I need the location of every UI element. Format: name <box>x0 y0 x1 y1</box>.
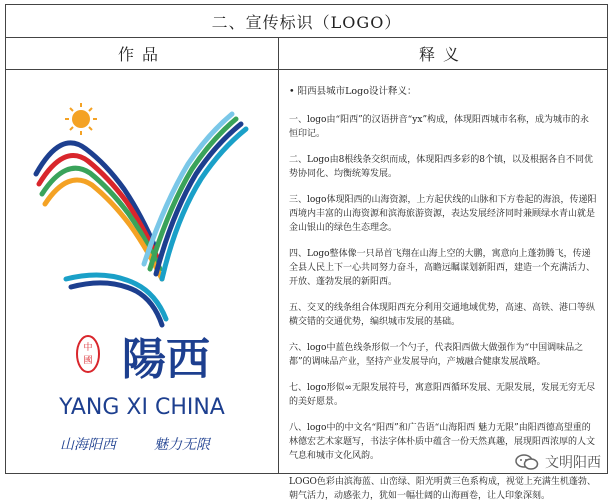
column-header-explanation: 释义 <box>418 44 467 64</box>
sun-icon <box>65 103 97 135</box>
document-title: 二、宣传标识（LOGO） <box>6 5 607 38</box>
explanation-intro: • 阳西县城市Logo设计释义： <box>289 86 417 97</box>
explanation-paragraph-1: 一、logo由“阳西”的汉语拼音“yx”构成，体现阳西城市名称，成为城市的永恒印记。 <box>289 115 590 139</box>
watermark-text: 文明阳西 <box>545 455 601 471</box>
explanation-paragraph-4: 四、Logo整体像一只昂首飞翔在山海上空的大鹏，寓意向上蓬勃腾飞，传递全县人民上下一心共同努力奋斗，高瞻远瞩谋划新阳西，建造一个充满活力、开放、蓬勃发展的新阳西。 <box>289 249 596 287</box>
seal-text-bottom: 國 <box>83 356 93 366</box>
explanation-paragraph-3: 三、logo体现阳西的山海资源，上方起伏线的山脉和下方卷起的海浪，传递阳西境内丰富的山海资源和滨海旅游资源，表达发展经济同时兼顾绿水青山就是金山银山的绿色生态理念。 <box>289 195 597 233</box>
explanation-cell <box>279 69 608 501</box>
logo-cell <box>6 69 279 473</box>
explanation-paragraph-5: 五、交叉的线条组合体现阳西充分利用交通地域优势，高速、高铁、港口等纵横交错的交通优势，编织城市发展的基础。 <box>289 303 596 327</box>
city-logo <box>6 69 278 473</box>
logo-slogan-right: 魅力无限 <box>154 437 210 453</box>
explanation-paragraph-7: 七、logo形似∞无限发展符号，寓意阳西循环发展、无限发展，发展无穷无尽的美好愿景。 <box>289 383 595 407</box>
seal-stamp <box>77 336 99 372</box>
table-header-row <box>6 37 607 70</box>
explanation-paragraph-2: 二、Logo由8根线条交织而成，体现阳西多彩的8个镇，以及根据各自不同优势协同化、均衡统筹发展。 <box>289 155 594 179</box>
mountain-lines <box>36 143 162 279</box>
logo-latin-text: YANG XI CHINA <box>59 395 225 420</box>
logo-slogan-left: 山海阳西 <box>60 437 116 453</box>
watermark <box>515 452 601 472</box>
wave-lines <box>66 114 246 325</box>
explanation-paragraph-9: LOGO色彩由滨海蓝、山峦绿、阳光明黄三色系构成，视觉上充满生机蓬勃、朝气活力，动感张力，犹如一幅壮阔的山海画卷，让人印象深刻。 <box>289 477 596 501</box>
seal-text-top: 中 <box>83 343 93 353</box>
column-header-works: 作品 <box>6 37 279 69</box>
wechat-icon <box>515 453 539 471</box>
explanation-paragraph-8: 八、logo中的中文名“阳西”和广告语“山海阳西 魅力无限”由阳西德高望重的林德宏艺术家题写，书法字体朴质中蕴含一份天然真趣，展现阳西浓厚的人文气息和城市文化风韵。 <box>289 423 596 461</box>
document-table <box>5 4 608 501</box>
explanation-paragraph-6: 六、logo中蓝色线条形似一个勺子，代表阳西做大做强作为“中国调味品之都”的调味品产业，坚持产业发展导向，产城融合健康发展战略。 <box>289 343 584 367</box>
logo-main-text: 陽西 <box>122 334 210 385</box>
